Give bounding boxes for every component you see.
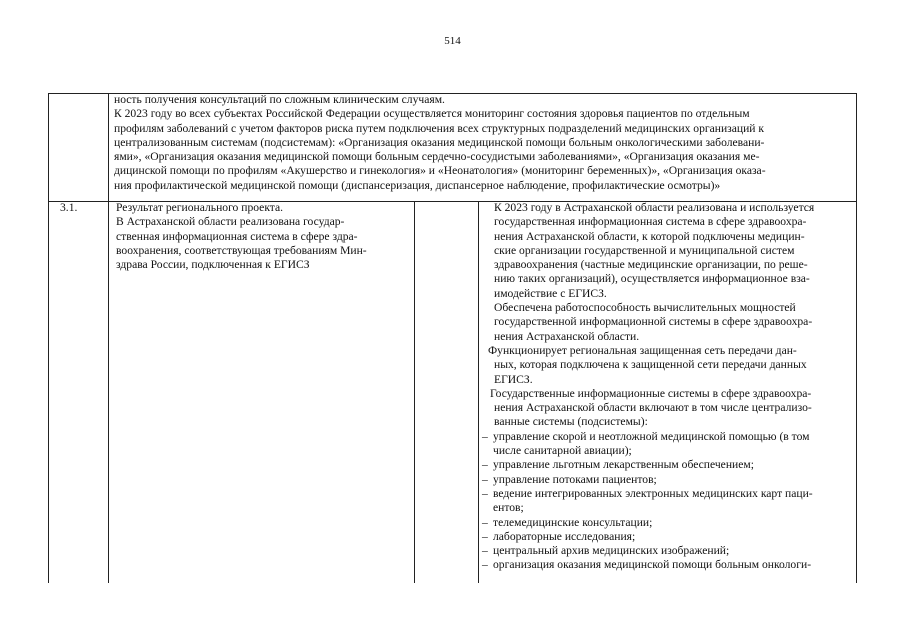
list-item	[482, 430, 852, 459]
document-table	[48, 93, 856, 583]
text-line: управление потоками пациентов;	[493, 472, 657, 486]
text-line: воохранения, соответствующая требованиям Мин-	[116, 243, 367, 257]
text-line: ванные системы (подсистемы):	[494, 415, 648, 429]
text-line: ентов;	[493, 501, 524, 515]
list-item	[482, 473, 852, 487]
text-line: организация оказания медицинской помощи больным онкологи-	[493, 558, 812, 572]
dash-marker: –	[482, 544, 488, 558]
text-line: центральный архив медицинских изображений;	[493, 544, 730, 558]
text-line: ведение интегрированных электронных медицинских карт паци-	[493, 486, 813, 500]
table-column-divider-2	[414, 201, 415, 583]
text-line: ЕГИСЗ.	[494, 372, 533, 386]
dash-marker: –	[482, 472, 488, 486]
text-line: имодействие с ЕГИСЗ.	[494, 286, 607, 300]
text-line: дицинской помощи по профилям «Акушерство и гинекология» и «Неонатология» (мониторинг беременных)», «Организация оказа-	[114, 164, 766, 178]
list-item	[482, 516, 852, 530]
table-column-divider-1	[108, 93, 109, 583]
text-line: нения Астраханской области, к которой подключены медицин-	[494, 229, 805, 243]
dash-marker: –	[482, 558, 488, 572]
text-line: К 2023 году во всех субъектах Российской Федерации осуществляется мониторинг состояния здоровья пациентов по отдельным	[114, 107, 750, 121]
subsystem-list	[482, 430, 852, 573]
list-item	[482, 530, 852, 544]
text-line: ственная информационная система в сфере здра-	[116, 229, 358, 243]
list-item	[482, 544, 852, 558]
text-line: числе санитарной авиации);	[493, 444, 632, 458]
dash-marker: –	[482, 458, 488, 472]
text-line: нию таких организаций), осуществляется информационное вза-	[494, 272, 810, 286]
text-line: Обеспечена работоспособность вычислительных мощностей	[494, 301, 796, 315]
top-row-text	[114, 93, 852, 193]
result-cell	[116, 201, 408, 272]
text-line: Результат регионального проекта.	[116, 201, 284, 214]
text-line: здравоохранения (частные медицинские организации, по реше-	[494, 258, 808, 272]
text-line: нения Астраханской области.	[494, 329, 640, 343]
text-line: ями», «Организация оказания медицинской помощи больным сердечно-сосудистыми заболеваниями», «Организация оказания ме-	[114, 150, 760, 164]
table-column-divider-3	[478, 201, 479, 583]
dash-marker: –	[482, 529, 488, 543]
text-line: нения Астраханской области включают в том числе централизо-	[494, 401, 812, 415]
text-line: здрава России, подключенная к ЕГИСЗ	[116, 258, 310, 272]
text-line: В Астраханской области реализована государ-	[116, 215, 345, 229]
description-cell	[482, 201, 852, 573]
dash-marker: –	[482, 486, 488, 500]
text-line: государственной информационной системы в сфере здравоохра-	[494, 315, 813, 329]
page-number: 514	[444, 35, 461, 47]
text-line: телемедицинские консультации;	[493, 515, 653, 529]
text-line: управление скорой и неотложной медицинской помощью (в том	[493, 429, 810, 443]
text-line: Функционирует региональная защищенная сеть передачи дан-	[488, 343, 797, 357]
dash-marker: –	[482, 515, 488, 529]
text-line: управление льготным лекарственным обеспечением;	[493, 458, 754, 472]
text-line: лабораторные исследования;	[493, 529, 636, 543]
text-line: К 2023 году в Астраханской области реализована и используется	[494, 201, 815, 214]
dash-marker: –	[482, 429, 488, 443]
text-line: ские организации государственной и муниципальной систем	[494, 243, 795, 257]
list-item	[482, 558, 852, 572]
text-line: профилям заболеваний с учетом факторов риска путем подключения всех структурных подразделений медицинских организаций к	[114, 121, 765, 135]
text-line: ных, которая подключена к защищенной сети передачи данных	[494, 358, 807, 372]
row-number: 3.1.	[60, 201, 78, 214]
text-line: ния профилактической медицинской помощи (диспансеризация, диспансерное наблюдение, профилактические осмотры)»	[114, 178, 721, 192]
table-border-right	[856, 93, 857, 583]
text-line: Государственные информационные системы в сфере здравоохра-	[490, 386, 812, 400]
list-item	[482, 487, 852, 516]
table-border-left	[48, 93, 49, 583]
text-line: ность получения консультаций по сложным клиническим случаям.	[114, 93, 445, 106]
text-line: государственная информационная система в сфере здравоохра-	[494, 215, 807, 229]
list-item	[482, 458, 852, 472]
text-line: централизованным системам (подсистемам): «Организация оказания медицинской помощи больным онкологическими заболевани-	[114, 135, 765, 149]
